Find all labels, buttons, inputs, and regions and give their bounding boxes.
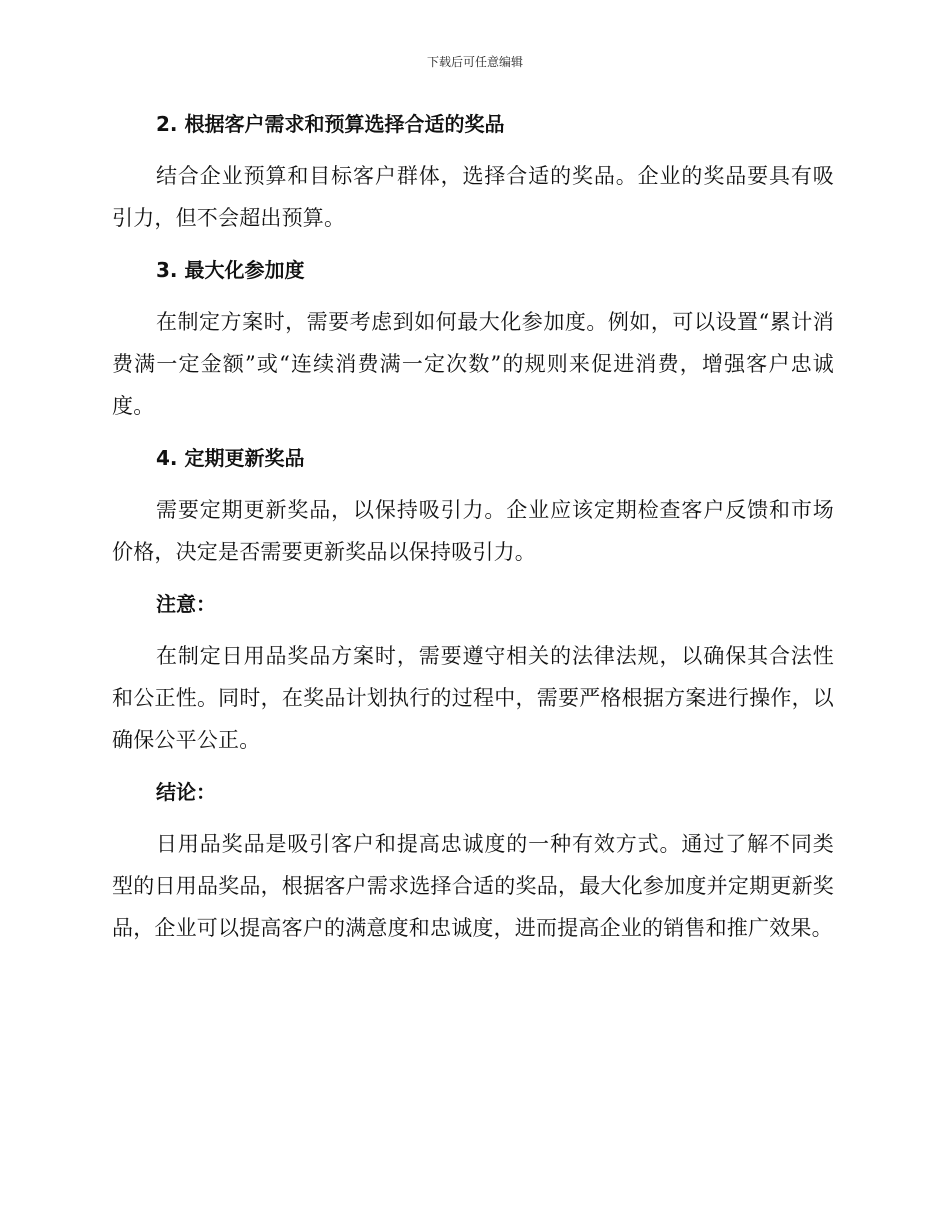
section-heading-update-prizes: 4. 定期更新奖品 — [156, 446, 305, 470]
document-body — [112, 110, 834, 966]
section-body-prize-selection: 结合企业预算和目标客户群体，选择合适的奖品。企业的奖品要具有吸引力，但不会超出预算。 — [112, 164, 834, 230]
page-header: 下载后可任意编辑 — [426, 55, 523, 69]
section-body-notice: 在制定日用品奖品方案时，需要遵守相关的法律法规，以确保其合法性和公正性。同时，在奖品计划执行的过程中，需要严格根据方案进行操作，以确保公平公正。 — [112, 644, 834, 752]
section-body-update-prizes: 需要定期更新奖品，以保持吸引力。企业应该定期检查客户反馈和市场价格，决定是否需要更新奖品以保持吸引力。 — [112, 498, 834, 564]
section-heading-notice: 注意： — [156, 592, 216, 616]
section-heading-participation: 3. 最大化参加度 — [156, 258, 305, 282]
section-heading-conclusion: 结论： — [156, 780, 216, 804]
section-body-participation: 在制定方案时，需要考虑到如何最大化参加度。例如，可以设置“累计消费满一定金额”或“连续消费满一定次数”的规则来促进消费，增强客户忠诚度。 — [112, 310, 834, 418]
section-heading-prize-selection: 2. 根据客户需求和预算选择合适的奖品 — [156, 112, 505, 136]
section-body-conclusion: 日用品奖品是吸引客户和提高忠诚度的一种有效方式。通过了解不同类型的日用品奖品，根据客户需求选择合适的奖品，最大化参加度并定期更新奖品，企业可以提高客户的满意度和忠诚度，进而提高企业的销售和推广效果。 — [112, 832, 834, 940]
